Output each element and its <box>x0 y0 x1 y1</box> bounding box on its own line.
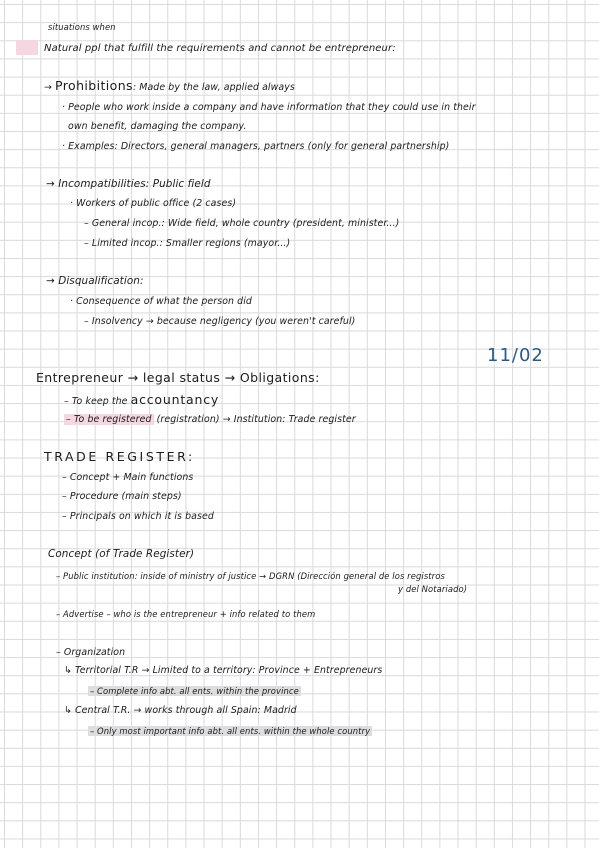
trade-item-3: – Principals on which it is based <box>62 511 214 522</box>
trade-item-2: – Procedure (main steps) <box>62 491 182 502</box>
prohibitions-bullet-1a: · People who work inside a company and have information that they could use in their <box>62 102 476 113</box>
intro-label: situations when <box>48 22 116 32</box>
concept-organization: – Organization <box>56 647 126 658</box>
disq-bullet-1: · Consequence of what the person did <box>70 296 252 307</box>
trade-heading: TRADE REGISTER: <box>44 449 195 464</box>
concept-point-1: – Public institution: inside of ministry of justice → DGRN (Dirección general de los registros <box>56 571 445 581</box>
territorial-tr-detail <box>88 685 301 697</box>
entre-obligation-1: – To keep the accountancy <box>64 392 220 407</box>
concept-heading: Concept (of Trade Register) <box>48 548 195 560</box>
incompat-bullet-2: – General incop.: Wide field, whole country (president, minister...) <box>84 218 400 229</box>
date-label: 11/02 <box>487 345 544 366</box>
accountancy-word: accountancy <box>130 392 220 407</box>
highlight-country: – Only most important info abt. all ents. within the whole country <box>90 726 371 736</box>
entre-obligation-2: – To be registered (registration) → Institution: Trade register <box>66 414 356 425</box>
incompat-bullet-3: – Limited incop.: Smaller regions (mayor...) <box>84 238 291 249</box>
intro-text: Natural ppl that fulfill the requirements and cannot be entrepreneur: <box>44 43 396 54</box>
territorial-tr: ↳ Territorial T.R → Limited to a territory: Province + Entrepreneurs <box>64 665 383 676</box>
prohibitions-heading: Prohibitions <box>55 78 133 93</box>
prohibitions-bullet-2: · Examples: Directors, general managers, partners (only for general partnership) <box>62 141 450 152</box>
disq-bullet-2: – Insolvency → because negligency (you weren't careful) <box>84 316 356 327</box>
prohibitions-rest: : Made by the law, applied always <box>132 82 295 93</box>
concept-point-1b: y del Notariado) <box>398 584 468 594</box>
arrow-icon: → <box>46 275 59 287</box>
arrow-icon: → <box>44 82 56 93</box>
concept-point-2: – Advertise – who is the entrepreneur + info related to them <box>56 609 316 619</box>
central-tr-detail <box>88 725 372 737</box>
highlight-registered: – To be registered <box>66 414 152 425</box>
incompat-bullet-1: · Workers of public office (2 cases) <box>70 198 237 209</box>
disq-heading: → Disqualification: <box>46 275 144 287</box>
central-tr: ↳ Central T.R. → works through all Spain: Madrid <box>64 705 297 716</box>
highlight-mark <box>16 40 38 55</box>
incompat-heading: → Incompatibilities: Public field <box>46 178 211 190</box>
entre-heading: Entrepreneur → legal status → Obligations: <box>36 370 320 385</box>
trade-item-1: – Concept + Main functions <box>62 472 194 483</box>
highlight-province: – Complete info abt. all ents. within the province <box>90 686 299 696</box>
prohibitions-bullet-1b: own benefit, damaging the company. <box>68 121 247 132</box>
arrow-icon: → <box>46 178 59 190</box>
prohibitions-line <box>44 80 295 94</box>
